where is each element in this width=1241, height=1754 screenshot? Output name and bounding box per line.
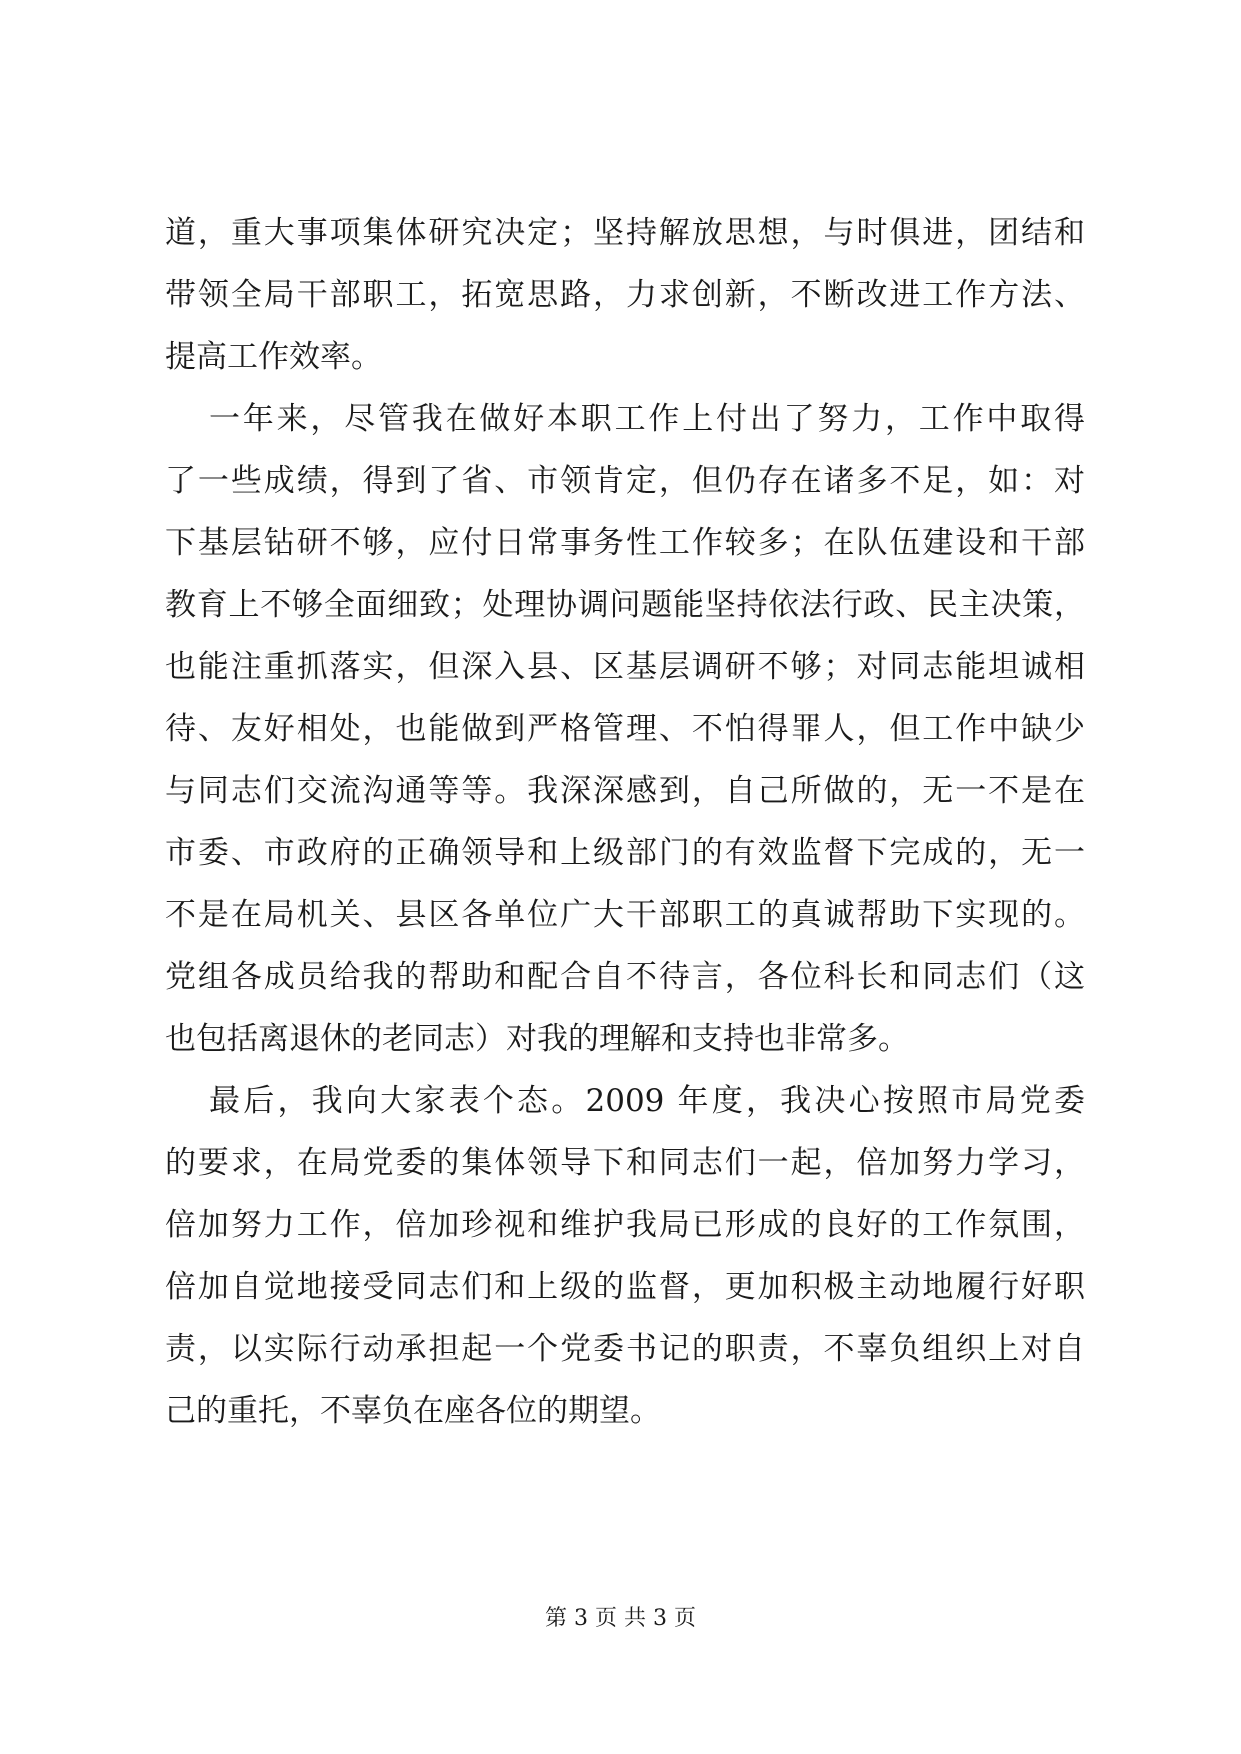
text-line: 不是在局机关、县区各单位广大干部职工的真诚帮助下实现的。 — [165, 897, 1085, 933]
text-line: 教育上不够全面细致；处理协调问题能坚持依法行政、民主决策， — [165, 587, 1085, 623]
text-line: 倍加自觉地接受同志们和上级的监督，更加积极主动地履行好职 — [165, 1269, 1085, 1305]
text-line: 的要求，在局党委的集体领导下和同志们一起，倍加努力学习， — [165, 1145, 1085, 1181]
text-line: 党组各成员给我的帮助和配合自不待言，各位科长和同志们（这 — [165, 959, 1085, 995]
text-line: 市委、市政府的正确领导和上级部门的有效监督下完成的，无一 — [165, 835, 1085, 871]
text-line: 下基层钻研不够，应付日常事务性工作较多；在队伍建设和干部 — [165, 525, 1085, 561]
text-line: 带领全局干部职工，拓宽思路，力求创新，不断改进工作方法、 — [165, 277, 1085, 313]
text-line: 责，以实际行动承担起一个党委书记的职责，不辜负组织上对自 — [165, 1331, 1085, 1367]
text-line: 与同志们交流沟通等等。我深深感到，自己所做的，无一不是在 — [165, 773, 1085, 809]
text-line: 待、友好相处，也能做到严格管理、不怕得罪人，但工作中缺少 — [165, 711, 1085, 747]
text-line: 也包括离退休的老同志）对我的理解和支持也非常多。 — [165, 1021, 909, 1057]
text-line: 了一些成绩，得到了省、市领肯定，但仍存在诸多不足，如：对 — [165, 463, 1085, 499]
text-line: 也能注重抓落实，但深入县、区基层调研不够；对同志能坦诚相 — [165, 649, 1085, 685]
paragraph-first-line: 最后，我向大家表个态。2009 年度，我决心按照市局党委 — [209, 1083, 1085, 1119]
text-line: 己的重托，不辜负在座各位的期望。 — [165, 1393, 661, 1429]
text-line: 倍加努力工作，倍加珍视和维护我局已形成的良好的工作氛围， — [165, 1207, 1085, 1243]
page-number: 第 3 页 共 3 页 — [545, 1606, 696, 1631]
paragraph-first-line: 一年来，尽管我在做好本职工作上付出了努力，工作中取得 — [209, 401, 1085, 437]
text-line: 道，重大事项集体研究决定；坚持解放思想，与时俱进，团结和 — [165, 215, 1085, 251]
text-line: 提高工作效率。 — [165, 339, 382, 375]
